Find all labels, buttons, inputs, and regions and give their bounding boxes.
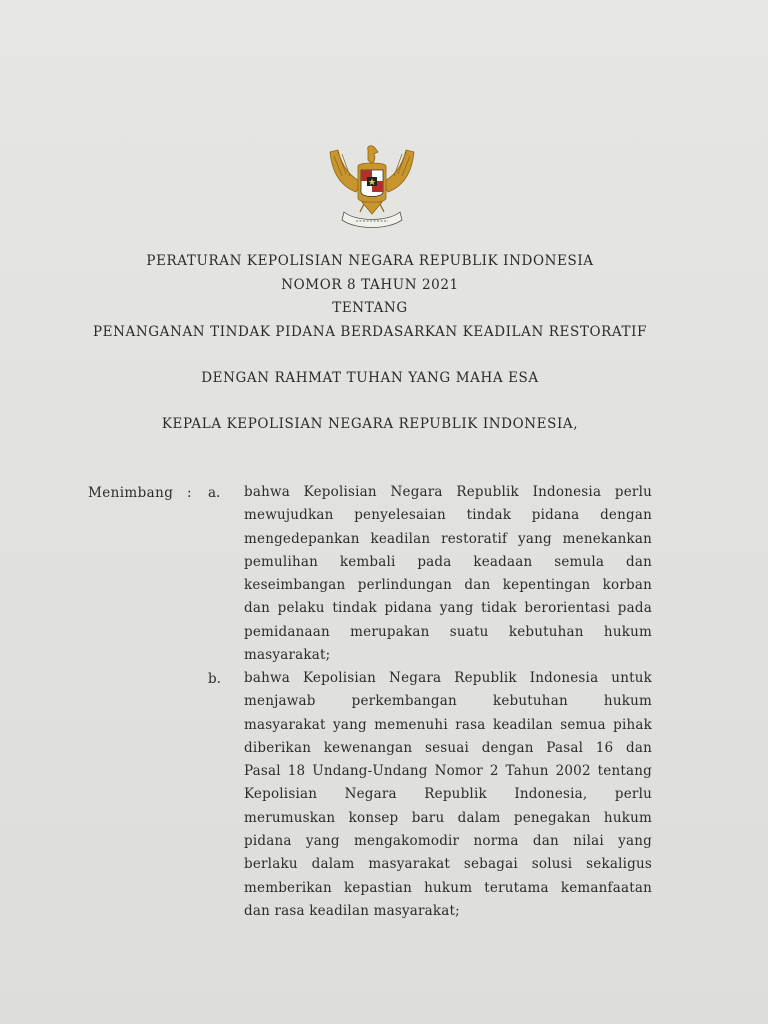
paragraph-line: pemulihan kembali pada keadaan semula dan xyxy=(244,553,652,570)
paragraph-line: memberikan kepastian hukum terutama kemanfaatan xyxy=(244,879,652,896)
regulation-subject: PENANGANAN TINDAK PIDANA BERDASARKAN KEADILAN RESTORATIF xyxy=(92,324,647,340)
paragraph-line: Kepolisian Negara Republik Indonesia, perlu xyxy=(244,786,652,803)
paragraph-line: menjawab perkembangan kebutuhan hukum xyxy=(244,693,652,710)
item-b-marker: b. xyxy=(208,671,221,687)
considering-separator: : xyxy=(187,485,192,501)
item-a-marker: a. xyxy=(208,485,221,501)
garuda-pancasila-emblem-icon xyxy=(322,142,422,230)
paragraph-line: masyarakat yang memenuhi rasa keadilan semua pihak xyxy=(244,716,652,733)
regulation-title: PERATURAN KEPOLISIAN NEGARA REPUBLIK INDONESIA xyxy=(146,253,594,269)
paragraph-line: masyarakat; xyxy=(244,647,331,664)
considering-label: Menimbang xyxy=(88,485,174,501)
regulation-about: TENTANG xyxy=(332,300,408,316)
paragraph-line: dan pelaku tindak pidana yang tidak berorientasi pada xyxy=(244,600,652,617)
considering-item-b xyxy=(244,667,652,923)
paragraph-line: pidana yang mengakomodir norma dan nilai yang xyxy=(244,833,652,850)
regulation-number: NOMOR 8 TAHUN 2021 xyxy=(281,277,459,293)
paragraph-line: bahwa Kepolisian Negara Republik Indonesia perlu xyxy=(244,484,652,500)
invocation: DENGAN RAHMAT TUHAN YANG MAHA ESA xyxy=(201,370,539,386)
paragraph-line: diberikan kewenangan sesuai dengan Pasal 16 dan xyxy=(244,739,652,756)
paragraph-line: berlaku dalam masyarakat sebagai solusi sekaligus xyxy=(244,856,652,873)
paragraph-line: dan rasa keadilan masyarakat; xyxy=(244,902,460,919)
paragraph-line: merumuskan konsep baru dalam penegakan hukum xyxy=(244,809,652,826)
paragraph-line: keseimbangan perlindungan dan kepentingan korban xyxy=(244,577,652,594)
issuer: KEPALA KEPOLISIAN NEGARA REPUBLIK INDONESIA, xyxy=(161,416,579,432)
paragraph-line: mewujudkan penyelesaian tindak pidana dengan xyxy=(244,507,652,524)
paragraph-line: mengedepankan keadilan restoratif yang menekankan xyxy=(244,530,652,547)
paragraph-line: bahwa Kepolisian Negara Republik Indonesia untuk xyxy=(244,670,652,686)
considering-item-a xyxy=(244,481,652,667)
paragraph-line: Pasal 18 Undang-Undang Nomor 2 Tahun 2002 tentang xyxy=(244,763,652,780)
paragraph-line: pemidanaan merupakan suatu kebutuhan hukum xyxy=(244,623,652,640)
